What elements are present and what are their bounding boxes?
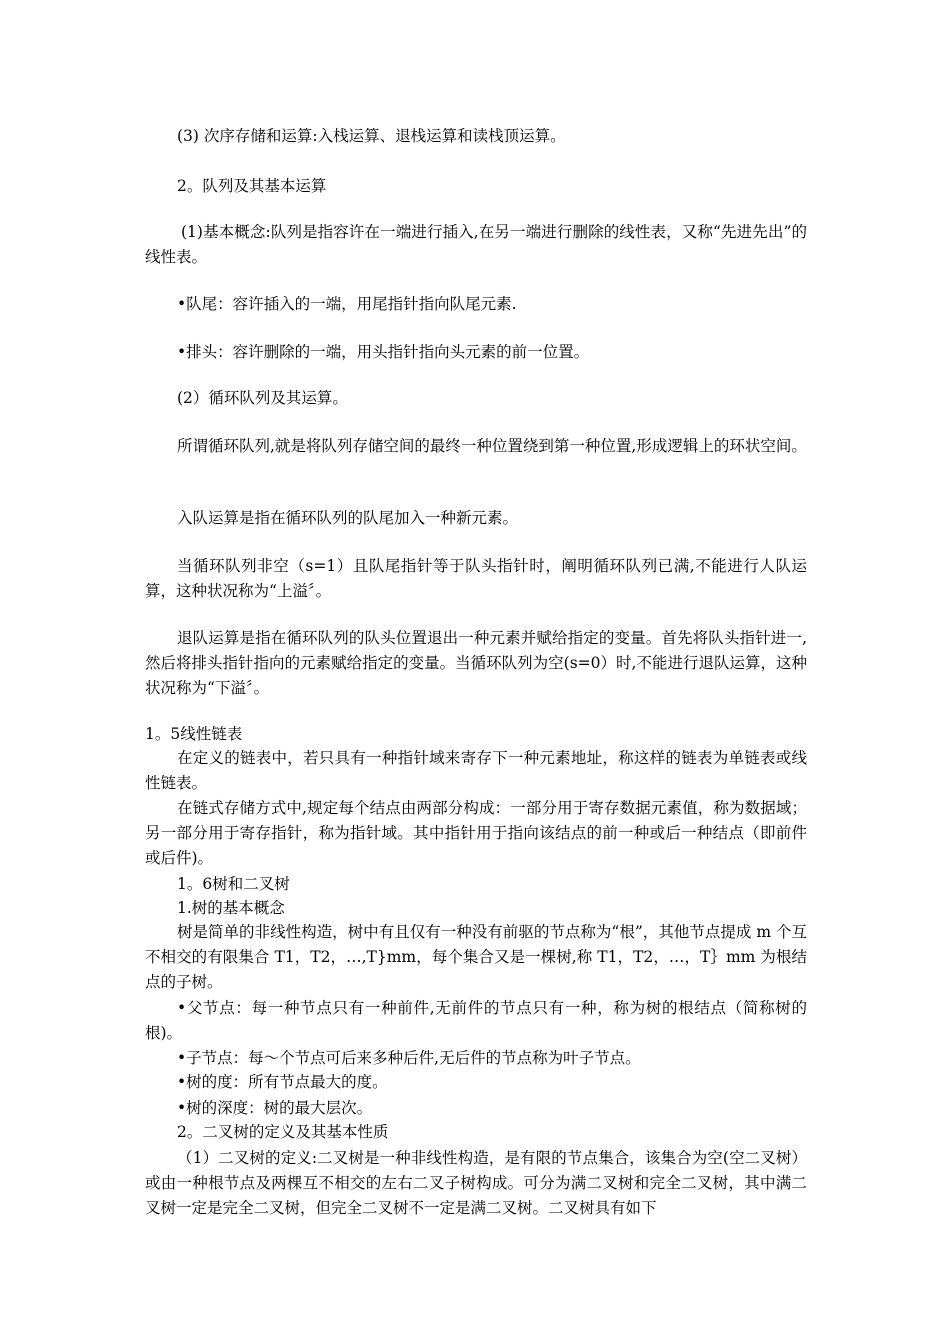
paragraph-17: •父节点：每一种节点只有一种前件,无前件的节点只有一种，称为树的根结点（简称树的根)。 — [145, 999, 807, 1042]
paragraph-4: •队尾：容许插入的一端，用尾指针指向队尾元素. — [177, 295, 517, 313]
paragraph-7: 所谓循环队列,就是将队列存储空间的最终一种位置绕到第一种位置,形成逻辑上的环状空间。 — [177, 437, 807, 455]
paragraph-16: 树是简单的非线性构造，树中有且仅有一种没有前驱的节点称为“根”，其他节点提成 m 个互不相交的有限集合 T1，T2，…,T}mm，每个集合又是一棵树,称 T1，T2，…，T｝mm 为根结点的子树。 — [145, 923, 807, 991]
paragraph-12: 在定义的链表中，若只具有一种指针域来寄存下一种元素地址，称这样的链表为单链表或线性链表。 — [145, 749, 807, 792]
section-heading-tree: 1。6树和二叉树 — [177, 875, 290, 893]
paragraph-19: •树的度：所有节点最大的度。 — [177, 1073, 388, 1091]
paragraph-1: (3) 次序存储和运算:入栈运算、退栈运算和读栈顶运算。 — [177, 127, 566, 145]
paragraph-10: 退队运算是指在循环队列的队头位置退出一种元素并赋给指定的变量。首先将队头指针进一,然后将排头指针指向的元素赋给指定的变量。当循环队列为空(s=0）时,不能进行退队运算，这种状况称为“下溢〞。 — [145, 629, 807, 697]
section-heading-linked-list: 1。5线性链表 — [145, 725, 243, 743]
paragraph-9: 当循环队列非空（s=1）且队尾指针等于队头指针时，阐明循环队列已满,不能进行人队运算，这种状况称为“上溢〞。 — [145, 557, 807, 600]
paragraph-5: •排头：容许删除的一端，用头指针指向头元素的前一位置。 — [177, 343, 590, 361]
subheading-tree-concept: 1.树的基本概念 — [177, 899, 285, 917]
subheading-binary-tree: 2。二叉树的定义及其基本性质 — [177, 1123, 389, 1141]
paragraph-22: （1）二叉树的定义:二叉树是一种非线性构造，是有限的节点集合，该集合为空(空二叉树）或由一种根节点及两棵互不相交的左右二叉子树构成。可分为满二叉树和完全二叉树，其中满二叉树一定是完全二叉树，但完全二叉树不一定是满二叉树。二叉树具有如下 — [145, 1149, 807, 1217]
paragraph-2: 2。队列及其基本运算 — [177, 177, 327, 195]
paragraph-13: 在链式存储方式中,规定每个结点由两部分构成：一部分用于寄存数据元素值，称为数据域；另一部分用于寄存指针，称为指针域。其中指针用于指向该结点的前一种或后一种结点（即前件或后件)。 — [145, 799, 807, 867]
paragraph-18: •子节点：每～个节点可后来多种后件,无后件的节点称为叶子节点。 — [177, 1049, 641, 1067]
paragraph-20: •树的深度：树的最大层次。 — [177, 1099, 373, 1117]
paragraph-6: (2）循环队列及其运算。 — [177, 389, 348, 407]
paragraph-8: 入队运算是指在循环队列的队尾加入一种新元素。 — [177, 509, 519, 527]
paragraph-3: (1)基本概念:队列是指容许在一端进行插入,在另一端进行删除的线性表，又称“先进先出”的线性表。 — [145, 223, 807, 266]
